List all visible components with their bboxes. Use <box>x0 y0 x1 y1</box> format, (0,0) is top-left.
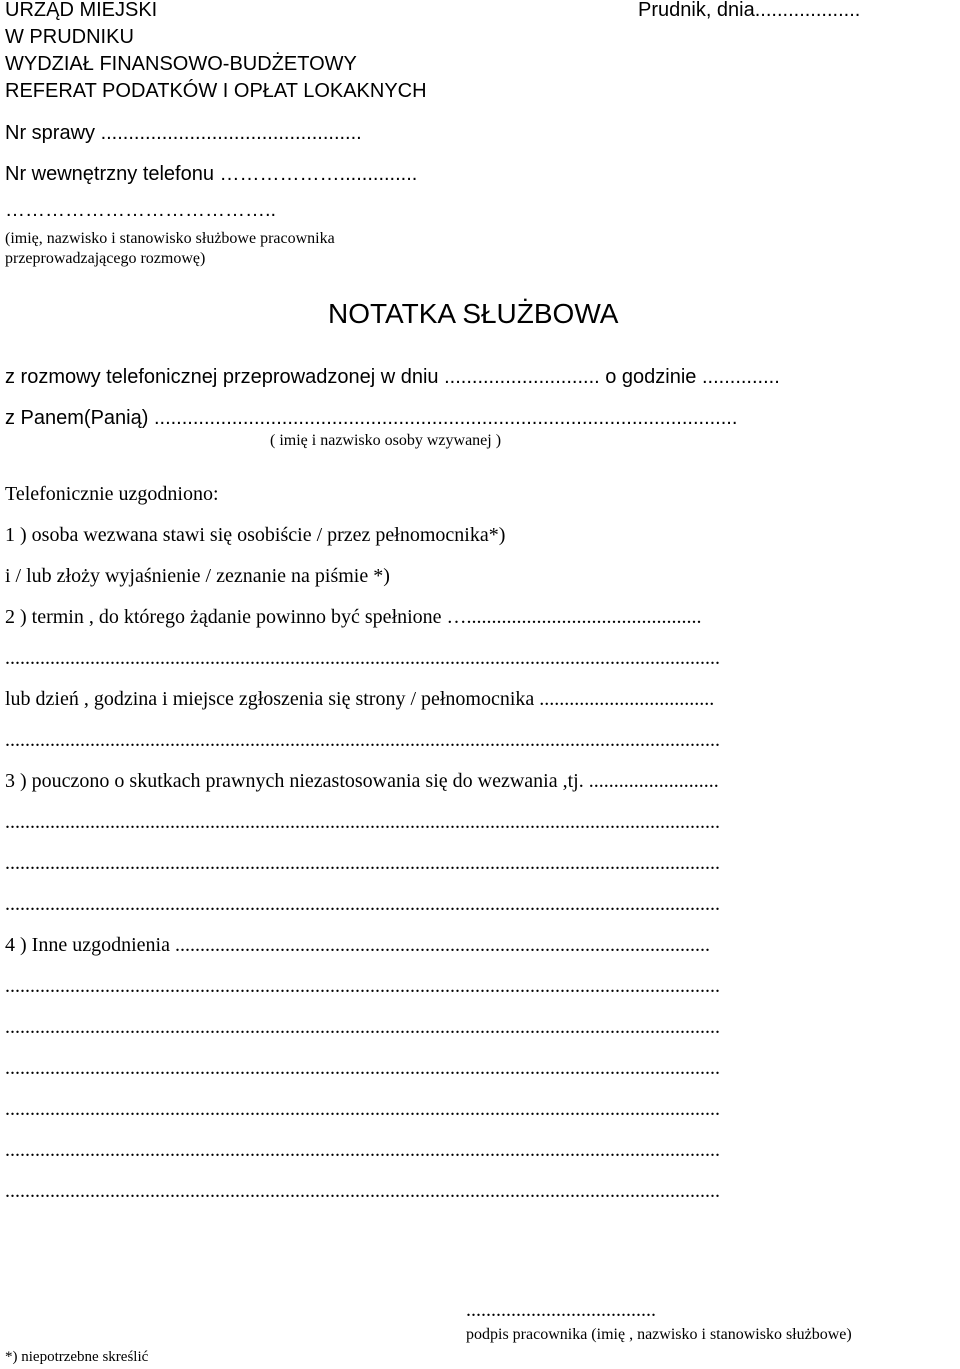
agreement-item-2b-continuation: ............................................................................................................................................... <box>5 729 720 751</box>
signature-dots: ...................................... <box>466 1299 656 1321</box>
summoned-person-caption: ( imię i nazwisko osoby wzywanej ) <box>270 432 502 449</box>
agreement-item-4-line-1: ............................................................................................................................................... <box>5 975 720 997</box>
agreement-item-2-continuation: ............................................................................................................................................... <box>5 647 720 669</box>
employee-caption-line1: (imię, nazwisko i stanowisko służbowe pracownika <box>5 230 335 247</box>
agreement-item-4-line-6: ............................................................................................................................................... <box>5 1180 720 1202</box>
agreement-item-1: 1 ) osoba wezwana stawi się osobiście / przez pełnomocnika*) <box>5 524 506 546</box>
department-name: WYDZIAŁ FINANSOWO-BUDŻETOWY <box>5 53 357 75</box>
office-name-line2: W PRUDNIKU <box>5 26 134 48</box>
section-name: REFERAT PODATKÓW I OPŁAT LOKAKNYCH <box>5 80 427 102</box>
agreement-item-3-line-2: ............................................................................................................................................... <box>5 852 720 874</box>
office-name-line1: URZĄD MIEJSKI <box>5 0 158 21</box>
case-number-field: Nr sprawy ............................................... <box>5 122 362 144</box>
agreements-heading: Telefonicznie uzgodniono: <box>5 483 219 505</box>
summoned-person-field: z Panem(Panią) ......................................................................................................... <box>5 407 738 429</box>
agreement-item-4-line-3: ............................................................................................................................................... <box>5 1057 720 1079</box>
document-title: NOTATKA SŁUŻBOWA <box>328 298 619 329</box>
agreement-item-4-line-4: ............................................................................................................................................... <box>5 1098 720 1120</box>
agreement-item-2b: lub dzień , godzina i miejsce zgłoszenia się strony / pełnomocnika ................................... <box>5 688 715 710</box>
agreement-item-4-line-2: ............................................................................................................................................... <box>5 1016 720 1038</box>
agreement-item-3: 3 ) pouczono o skutkach prawnych niezastosowania się do wezwania ,tj. .......................... <box>5 770 719 792</box>
employee-name-dots: ………………………………….. <box>5 199 277 221</box>
employee-caption-line2: przeprowadzającego rozmowę) <box>5 250 206 267</box>
agreement-item-3-line-1: ............................................................................................................................................... <box>5 811 720 833</box>
agreement-item-2: 2 ) termin , do którego żądanie powinno być spełnione …............................................... <box>5 606 702 628</box>
agreement-item-4: 4 ) Inne uzgodnienia ........................................................................................................... <box>5 934 710 956</box>
phone-extension-field: Nr wewnętrzny telefonu ……………….............. <box>5 163 418 185</box>
agreement-item-3-line-3: ............................................................................................................................................... <box>5 893 720 915</box>
signature-caption: podpis pracownika (imię , nazwisko i stanowisko służbowe) <box>466 1326 852 1343</box>
agreement-item-1b: i / lub złoży wyjaśnienie / zeznanie na piśmie *) <box>5 565 390 587</box>
footnote: *) niepotrzebne skreślić <box>5 1349 149 1365</box>
place-date-field: Prudnik, dnia................... <box>638 0 861 21</box>
conversation-date-time-field: z rozmowy telefonicznej przeprowadzonej w dniu ............................ o godzinie .............. <box>5 366 780 388</box>
agreement-item-4-line-5: ............................................................................................................................................... <box>5 1139 720 1161</box>
